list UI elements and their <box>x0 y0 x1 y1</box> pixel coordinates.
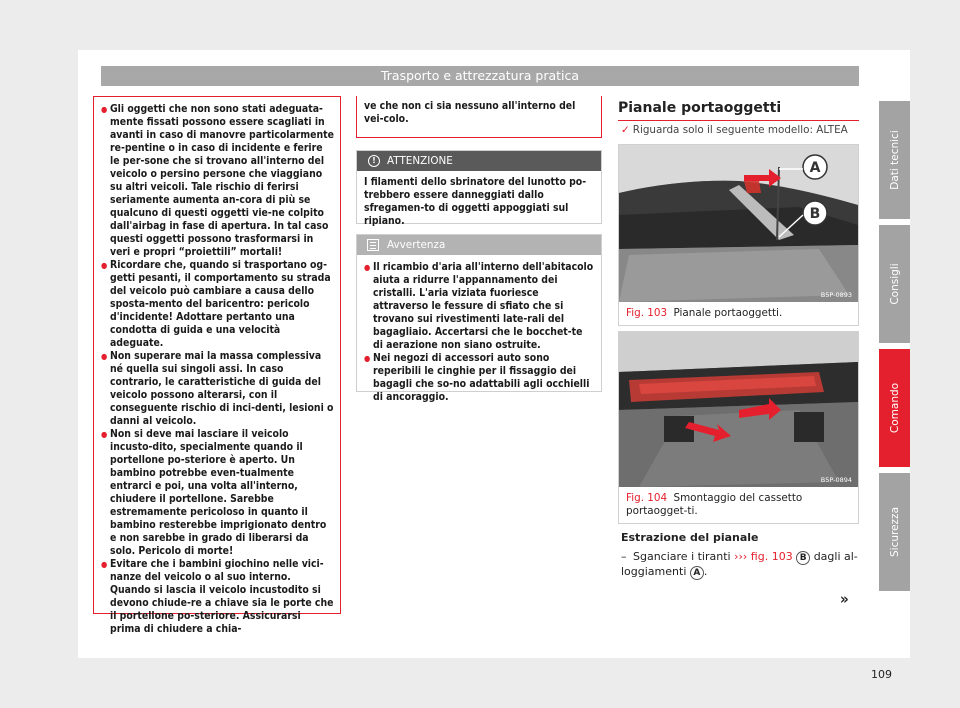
note-header <box>357 235 601 255</box>
section-rule <box>618 120 859 121</box>
warning-box-continuation: ve che non ci sia nessuno all'interno del vei-colo. <box>356 96 602 138</box>
note-heading: Avvertenza <box>387 239 446 251</box>
figure-code: B5P-0894 <box>820 476 852 484</box>
figure-103 <box>618 144 859 326</box>
model-note: ✓ Riguarda solo il seguente modello: ALTEA <box>621 124 848 136</box>
note-bullet: ● Il ricambio d'aria all'interno dell'abitacolo aiuta a ridurre l'appannamento dei cristalli. L'aria viziata fuoriesce attraverso le fessure di sfiato che si trovano sui rivestimenti late-rali del bagagliaio. Accertarsi che le bocchet-te di aerazione non siano ostruite. <box>364 261 594 352</box>
continue-mark: » <box>840 590 849 608</box>
warning-bullet: ● Evitare che i bambini giochino nelle vici-nanze del veicolo o al suo interno. Quando si lascia il veicolo incustodito si devono chiude-re a chiave sia le porte che il portellone po-steriore. Assicurarsi prima di chiudere a chia- <box>101 558 334 636</box>
attention-text: I filamenti dello sbrinatore del lunotto po-trebbero essere danneggiati dallo sfregamen-to di oggetti appoggiati sul ripiano. <box>364 176 587 227</box>
figure-104-caption: Fig. 104 Smontaggio del cassetto portaogget-ti. <box>626 492 803 517</box>
warning-bullet: ● Ricordare che, quando si trasportano og-getti pesanti, il comportamento su strada del veicolo può cambiare a causa dello sposta-mento del baricentro: pericolo d'incidente! Adottare pertanto una condotta di guida e una velocità adeguate. <box>101 259 334 350</box>
figure-103-caption: Fig. 103 Pianale portaoggetti. <box>626 307 783 319</box>
callout-b: B <box>809 206 821 222</box>
figure-code: B5P-0893 <box>820 291 852 299</box>
page-number: 109 <box>871 668 892 681</box>
trunk-parcel-shelf-illustration <box>619 145 858 302</box>
tab-comando[interactable]: Comando <box>879 349 910 467</box>
chapter-header: Trasporto e attrezzatura pratica <box>101 66 859 86</box>
attention-header <box>357 151 601 171</box>
warning-bullet: ● Non si deve mai lasciare il veicolo incusto-dito, specialmente quando il portellone po-steriore è aperto. Un bambino potrebbe even-tualmente entrarci e poi, una volta all'interno, chiudere il portellone. Sarebbe estremamente pericoloso in quanto il bambino resterebbe imprigionato dentro e non sarebbe in grado di liberarsi da solo. Pericolo di morte! <box>101 428 334 558</box>
callout-a: A <box>809 160 821 176</box>
callout-b-marker: B <box>796 551 810 565</box>
note-body <box>357 255 601 410</box>
tab-sicurezza[interactable]: Sicurezza <box>879 473 910 591</box>
note-box <box>356 234 602 403</box>
warning-box-column <box>93 96 341 635</box>
callout-a-marker: A <box>690 566 704 580</box>
note-bullet: ● Nei negozi di accessori auto sono reperibili le cinghie per il fissaggio dei bagagli che so-no adattabili agli occhielli di ancoraggio. <box>364 352 594 404</box>
figure-104-image <box>619 332 858 487</box>
exclamation-icon: ! <box>368 155 380 167</box>
instruction-step: – Sganciare i tiranti ››› fig. 103 B dagli al-loggiamenti A . <box>621 550 858 578</box>
trunk-drawer-illustration <box>619 332 858 487</box>
tab-consigli[interactable]: Consigli <box>879 225 910 343</box>
attention-box <box>356 150 602 227</box>
section-title: Pianale portaoggetti <box>618 100 782 116</box>
subheading-estrazione: Estrazione del pianale <box>621 531 759 544</box>
note-icon <box>367 239 379 251</box>
warning-bullet: ● Non superare mai la massa complessiva né quella sui singoli assi. In caso contrario, le caratteristiche di guida del veicolo possono alterarsi, con il conseguente rischio di inci-denti, lesioni o danni al veicolo. <box>101 350 334 428</box>
check-icon: ✓ <box>621 124 630 136</box>
figure-reference-link[interactable]: ››› fig. 103 <box>734 550 793 563</box>
warning-bullet: ● Gli oggetti che non sono stati adeguata-mente fissati possono essere scagliati in avanti in caso di manovre particolarmente re-pentine o in caso di incidente e ferire le per-sone che si trovano all'interno del veicolo o persino persone che viaggiano su altri veicoli. Tale rischio di ferirsi seriamente aumenta an-cora di più se qualcuno di questi oggetti vie-ne colpito dall'airbag in fase di apertura. In tal caso questi oggetti possono trasformarsi in veri e propri “proiettili” mortali! <box>101 103 334 259</box>
attention-heading: ATTENZIONE <box>387 155 453 167</box>
figure-103-image <box>619 145 858 302</box>
tab-dati-tecnici[interactable]: Dati tecnici <box>879 101 910 219</box>
figure-104 <box>618 331 859 524</box>
